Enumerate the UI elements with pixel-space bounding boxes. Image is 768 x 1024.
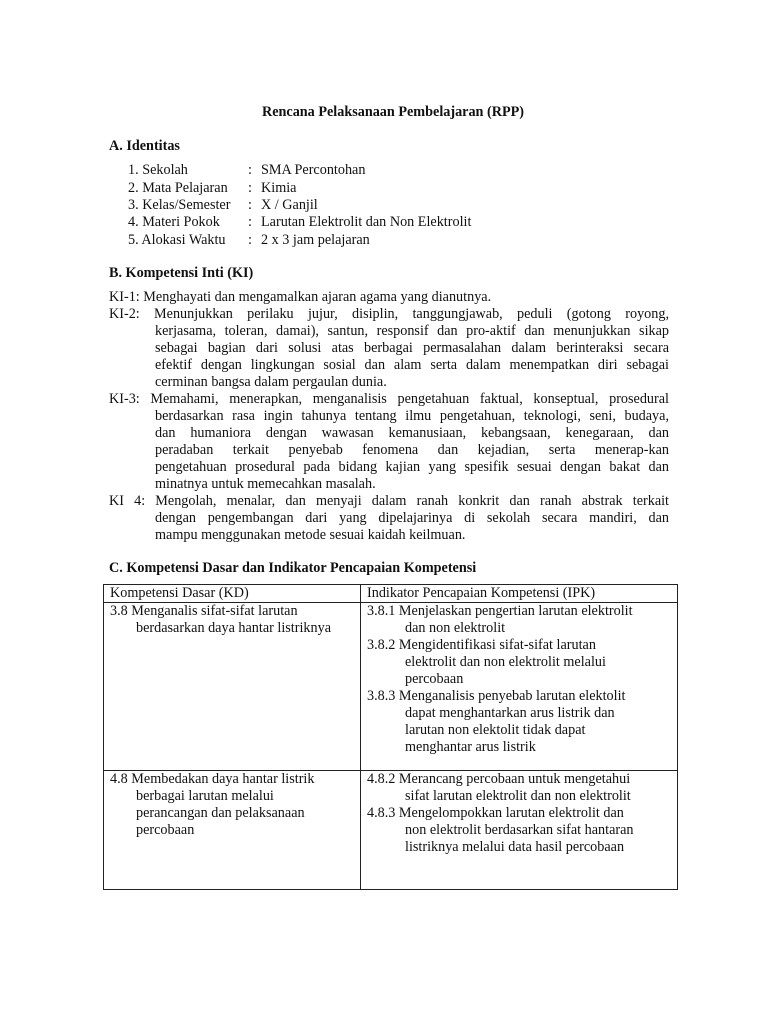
ipk-line: larutan non elektolit tidak dapat — [405, 722, 586, 738]
ki1-line: KI-1: Menghayati dan mengamalkan ajaran agama yang dianutnya. — [109, 289, 492, 305]
ki3-line: KI-3: Memahami, menerapkan, menganalisis pengetahuan faktual, konseptual, prosedural — [109, 391, 669, 407]
identity-label: 5. Alokasi Waktu — [128, 232, 226, 248]
ki2-line: sebagai bagian dari solusi atas berbagai permasalahan dalam berinteraksi secara — [155, 340, 669, 356]
kd-line: 4.8 Membedakan daya hantar listrik — [110, 771, 315, 787]
kd-line: 3.8 Menganalis sifat-sifat larutan — [110, 603, 298, 619]
ipk-line: menghantar arus listrik — [405, 739, 536, 755]
section-a-heading: A. Identitas — [109, 138, 180, 154]
ipk-line: dan non elektrolit — [405, 620, 506, 636]
table-header-kd: Kompetensi Dasar (KD) — [104, 585, 361, 603]
identity-colon: : — [248, 162, 252, 178]
identity-label: 3. Kelas/Semester — [128, 197, 231, 213]
document-title: Rencana Pelaksanaan Pembelajaran (RPP) — [261, 104, 525, 120]
ki4-line: dengan pengembangan dari yang dipelajarinya di sekolah secara mandiri, dan — [155, 510, 669, 526]
ipk-line: sifat larutan elektrolit dan non elektrolit — [405, 788, 631, 804]
ipk-line: percobaan — [405, 671, 464, 687]
ipk-line: 4.8.2 Merancang percobaan untuk mengetahui — [367, 771, 631, 787]
kd-cell — [104, 603, 361, 771]
ki3-line: pengetahuan prosedural pada bidang kajian yang spesifik sesuai dengan bakat dan — [155, 459, 669, 475]
identity-value: 2 x 3 jam pelajaran — [261, 232, 370, 248]
section-c-heading: C. Kompetensi Dasar dan Indikator Pencapaian Kompetensi — [109, 560, 477, 576]
table-header-row — [104, 585, 678, 603]
ki4-line: KI 4: Mengolah, menalar, dan menyaji dalam ranah konkrit dan ranah abstrak terkait — [109, 493, 669, 509]
ipk-line: 4.8.3 Mengelompokkan larutan elektrolit dan — [367, 805, 624, 821]
ki3-line: berdasarkan rasa ingin tahunya tentang ilmu pengetahuan, teknologi, seni, budaya, — [155, 408, 669, 424]
ki3-line: dan humaniora dengan wawasan kemanusiaan, kebangsaan, kenegaraan, dan — [155, 425, 669, 441]
kd-line: perancangan dan pelaksanaan — [136, 805, 305, 821]
ki2-line: KI-2: Menunjukkan perilaku jujur, disiplin, tanggungjawab, peduli (gotong royong, — [109, 306, 669, 322]
kd-line: berdasarkan daya hantar listriknya — [136, 620, 331, 636]
section-b-heading: B. Kompetensi Inti (KI) — [109, 265, 254, 281]
ki2-line: kerjasama, toleran, damai), santun, responsif dan pro-aktif dan menunjukkan sikap — [155, 323, 669, 339]
ki2-line: efektif dengan lingkungan sosial dan alam serta dalam menempatkan diri sebagai — [155, 357, 669, 373]
kd-cell — [104, 771, 361, 890]
ki2-line: cerminan bangsa dalam pergaulan dunia. — [155, 374, 387, 390]
identity-colon: : — [248, 180, 252, 196]
identity-value: SMA Percontohan — [261, 162, 366, 178]
kd-ipk-table — [103, 584, 678, 890]
ki4-line: mampu menggunakan metode sesuai kaidah keilmuan. — [155, 527, 466, 543]
identity-colon: : — [248, 214, 252, 230]
ipk-line: non elektrolit berdasarkan sifat hantaran — [405, 822, 634, 838]
ipk-line: listriknya melalui data hasil percobaan — [405, 839, 625, 855]
identity-label: 2. Mata Pelajaran — [128, 180, 228, 196]
identity-value: Larutan Elektrolit dan Non Elektrolit — [261, 214, 472, 230]
identity-label: 4. Materi Pokok — [128, 214, 220, 230]
table-header-ipk: Indikator Pencapaian Kompetensi (IPK) — [361, 585, 678, 603]
ki3-line: minatnya untuk memecahkan masalah. — [155, 476, 376, 492]
ki3-line: peradaban terkait penyebab fenomena dan kejadian, serta menerap-kan — [155, 442, 669, 458]
identity-colon: : — [248, 232, 252, 248]
table-row — [104, 603, 678, 771]
identity-colon: : — [248, 197, 252, 213]
table-row — [104, 771, 678, 890]
kd-line: percobaan — [136, 822, 195, 838]
identity-value: Kimia — [261, 180, 297, 196]
ipk-line: elektrolit dan non elektrolit melalui — [405, 654, 606, 670]
ipk-cell — [361, 771, 678, 890]
identity-label: 1. Sekolah — [128, 162, 188, 178]
ipk-cell — [361, 603, 678, 771]
ipk-line: 3.8.3 Menganalisis penyebab larutan elektolit — [367, 688, 626, 704]
ipk-line: dapat menghantarkan arus listrik dan — [405, 705, 615, 721]
ipk-line: 3.8.2 Mengidentifikasi sifat-sifat larutan — [367, 637, 596, 653]
identity-value: X / Ganjil — [261, 197, 318, 213]
kd-line: berbagai larutan melalui — [136, 788, 274, 804]
ipk-line: 3.8.1 Menjelaskan pengertian larutan elektrolit — [367, 603, 633, 619]
